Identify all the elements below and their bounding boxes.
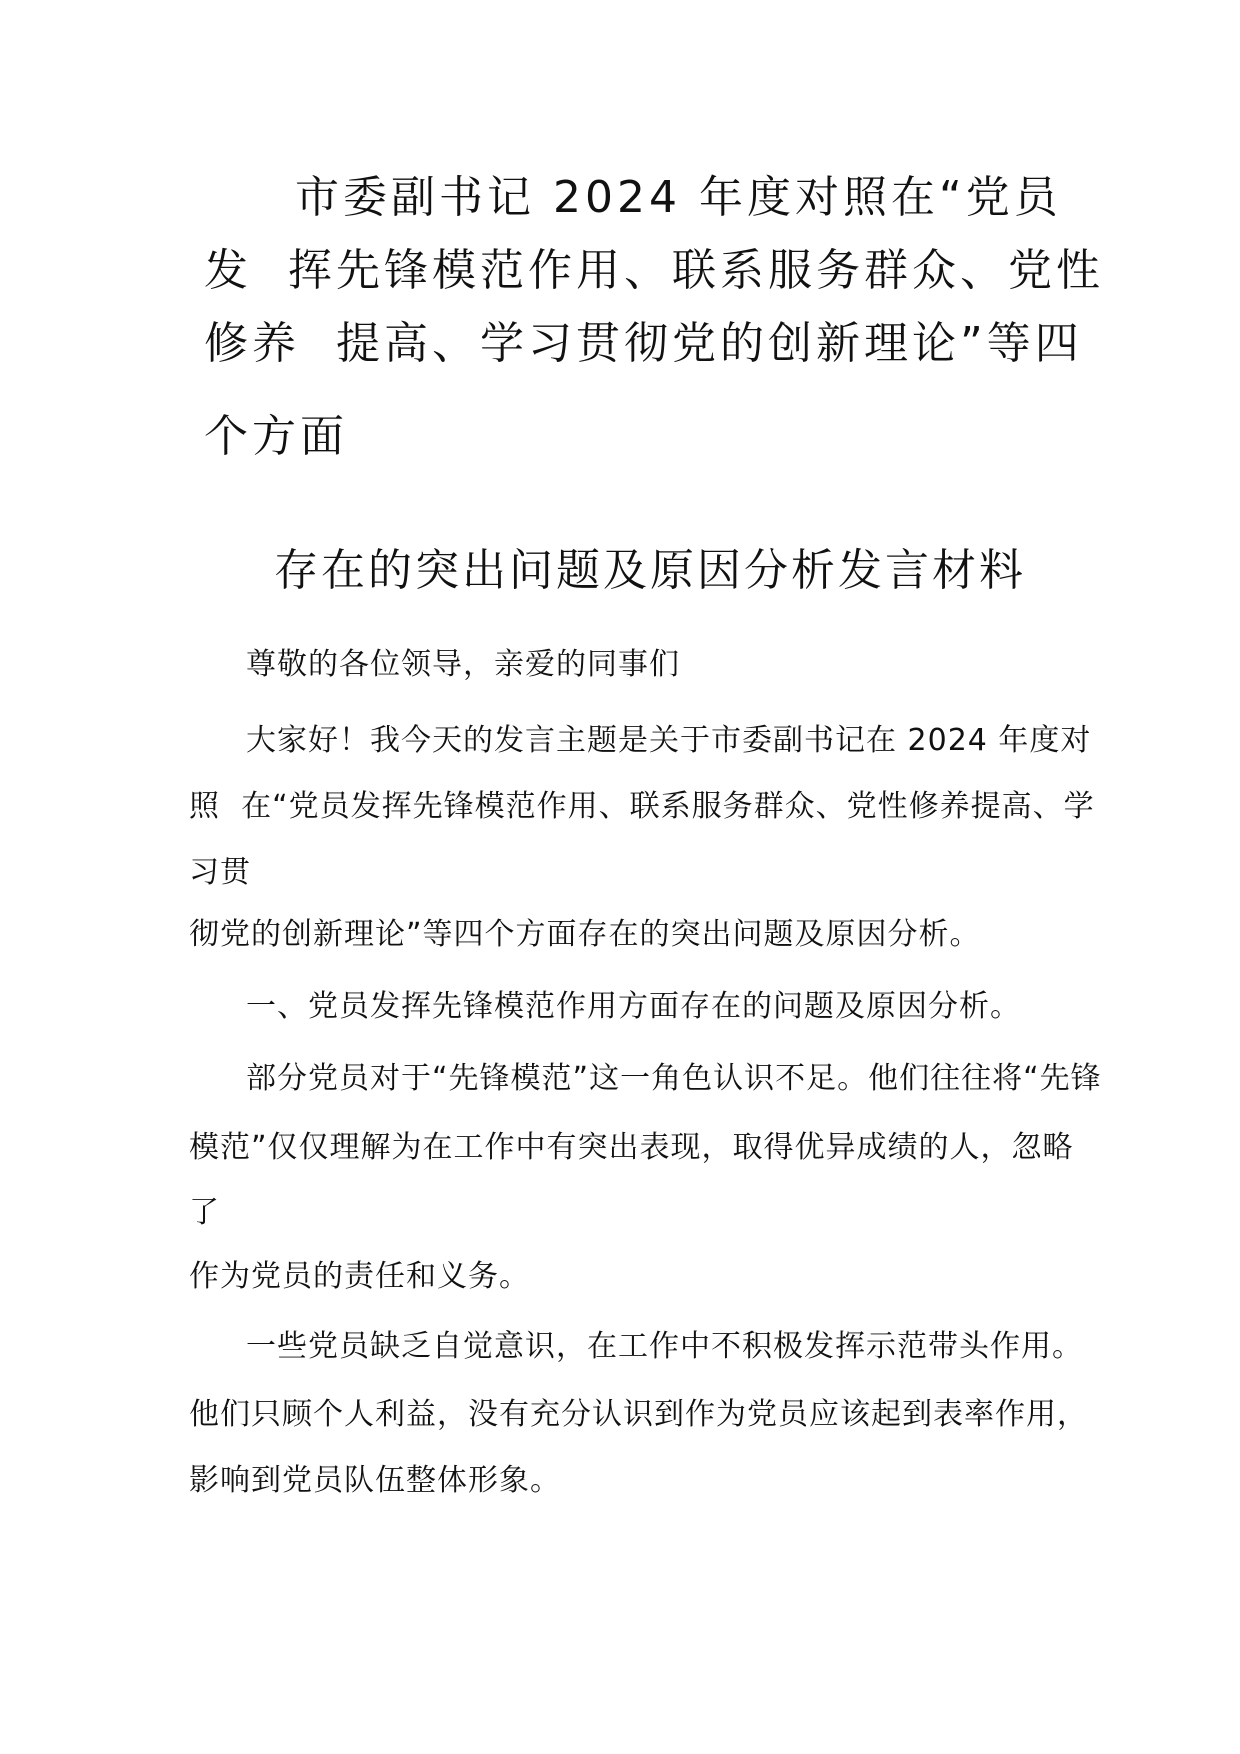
paragraph1-line-4: 彻党的创新理论”等四个方面存在的突出问题及原因分析。: [189, 917, 981, 952]
paragraph1-line-3: 习贯: [189, 855, 251, 890]
title-line-4: 个方面: [204, 411, 348, 462]
paragraph3-line-3: 影响到党员队伍整体形象。: [189, 1463, 561, 1498]
paragraph3-line-2: 他们只顾个人利益，没有充分认识到作为党员应该起到表率作用，: [189, 1397, 1088, 1432]
paragraph1-line-1: 大家好！我今天的发言主题是关于市委副书记在 2024 年度对: [246, 723, 1092, 758]
greeting: 尊敬的各位领导，亲爱的同事们: [246, 647, 680, 682]
section1-heading: 一、党员发挥先锋模范作用方面存在的问题及原因分析。: [246, 989, 1021, 1024]
paragraph2-line-4: 作为党员的责任和义务。: [189, 1259, 530, 1294]
title-line-3: 修养 提高、学习贯彻党的创新理论”等四: [204, 318, 1083, 369]
title-line-1: 市委副书记 2024 年度对照在“党员: [295, 172, 1062, 223]
paragraph2-line-2: 模范”仅仅理解为在工作中有突出表现，取得优异成绩的人，忽略: [189, 1130, 1074, 1165]
paragraph2-line-3: 了: [189, 1195, 220, 1230]
title-line-2: 发 挥先锋模范作用、联系服务群众、党性: [204, 245, 1104, 296]
paragraph3-line-1: 一些党员缺乏自觉意识，在工作中不积极发挥示范带头作用。: [246, 1329, 1083, 1364]
subtitle: 存在的突出问题及原因分析发言材料: [274, 545, 1026, 596]
paragraph1-line-2: 照 在“党员发挥先锋模范作用、联系服务群众、党性修养提高、学: [189, 789, 1095, 824]
paragraph2-line-1: 部分党员对于“先锋模范”这一角色认识不足。他们往往将“先锋: [246, 1061, 1102, 1096]
